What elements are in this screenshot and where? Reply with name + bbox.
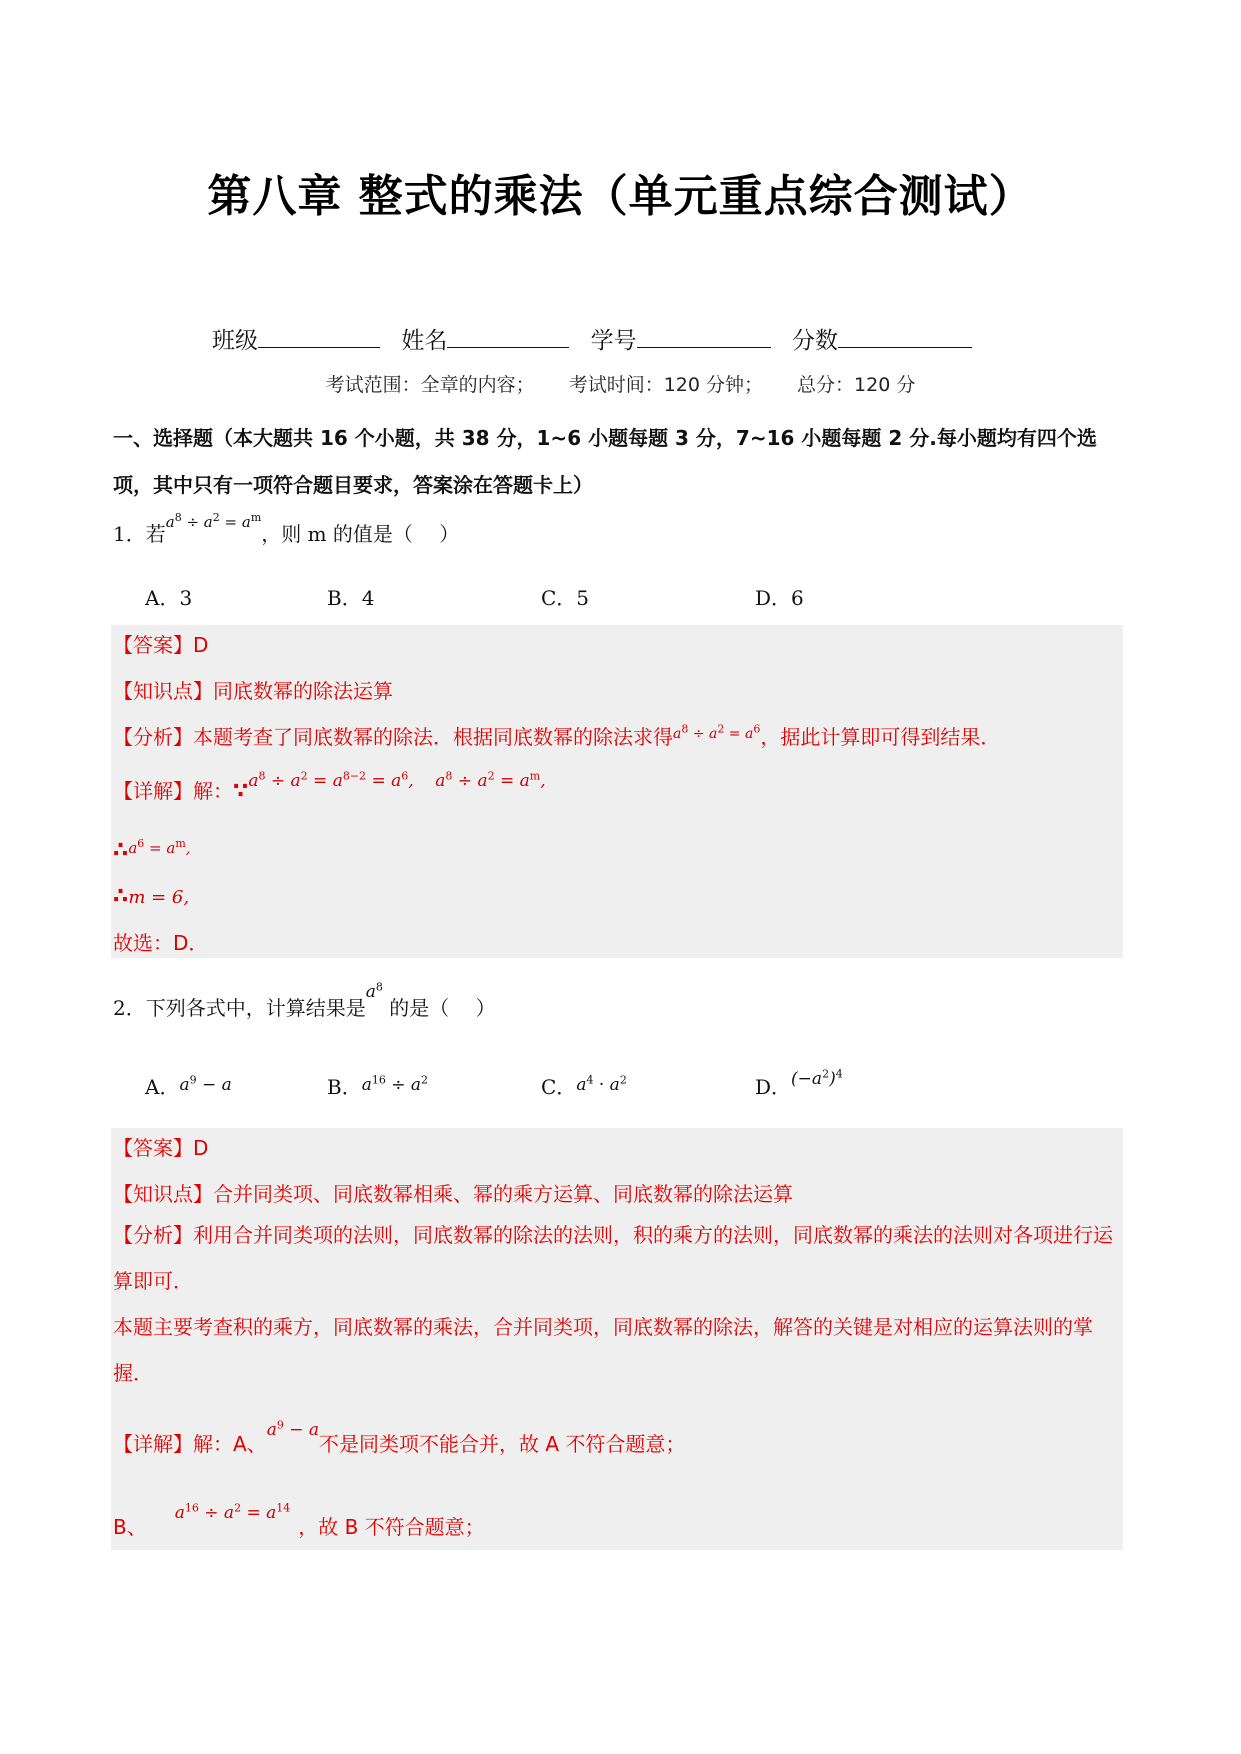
q2-suffix: 的是（ ） (389, 996, 496, 1020)
page-title: 第八章 整式的乘法（单元重点综合测试） (207, 171, 1034, 222)
score-blank[interactable] (838, 327, 972, 348)
q1-knowledge: 【知识点】同底数幂的除法运算 (113, 679, 393, 703)
q2-answer: 【答案】D (113, 1136, 209, 1160)
q2-detail-b: B、$^{a^{16} \div a^2 = a^{14}}$，故 B 不符合题意； (113, 1501, 485, 1539)
q2-summary: 本题主要考查积的乘方，同底数幂的乘法，合并同类项，同底数幂的除法，解答的关键是对相应的运算法则的掌握． (113, 1315, 1093, 1385)
id-label: 学号 (590, 328, 637, 354)
q1-analysis-math: a8 ÷ a2 = a6 (673, 722, 761, 742)
q2-target: a8 (365, 980, 383, 1002)
q1-suffix: ，则 m 的值是（ ） (261, 522, 460, 546)
question-2 (113, 980, 496, 1021)
name-blank[interactable] (447, 327, 569, 348)
class-blank[interactable] (258, 327, 380, 348)
q2-detail-a: 【详解】解：A、$^{a^9 - a}$不是同类项不能合并，故 A 不符合题意； (113, 1418, 686, 1456)
q1-step-1: ∴$^{a^6 = a^m,}$ (113, 837, 191, 863)
q1-answer: 【答案】D (113, 633, 209, 657)
name-label: 姓名 (401, 328, 448, 354)
q2-prefix: 2．下列各式中，计算结果是 (113, 996, 366, 1020)
question-1 (113, 511, 460, 547)
q1-prefix: 1．若 (113, 522, 166, 546)
q1-detail-math: a8 ÷ a2 = a8−2 = a6, a8 ÷ a2 = am, (248, 769, 546, 791)
student-info-line (212, 322, 986, 355)
q2-option-d[interactable]: D．$^{(-a^2)^4}$ (755, 1067, 843, 1099)
q1-option-c[interactable]: C．5 (541, 586, 590, 610)
exam-range: 考试范围：全章的内容； (325, 374, 535, 396)
q1-option-a[interactable]: A．3 (145, 586, 193, 610)
exam-scope (0, 370, 1241, 397)
q2-answer-box (111, 1128, 1123, 1550)
q2-option-a[interactable]: A．$^{a^9 - a}$ (145, 1073, 232, 1099)
q1-detail: 【详解】解：∵$^{a^8 \div a^2 = a^{8-2} = a^6, a^8 \div a^2 = a^m,}$ (113, 769, 546, 804)
q1-analysis: 【分析】本题考查了同底数幂的除法．根据同底数幂的除法求得$^{a^8 \div a^2 = a^6}$，据此计算即可得到结果． (113, 722, 1001, 749)
class-label: 班级 (212, 328, 258, 354)
q1-option-b[interactable]: B．4 (327, 586, 375, 610)
exam-time: 考试时间：120 分钟； (568, 374, 763, 396)
q2-option-b[interactable]: B．$^{a^{16} \div a^2}$ (327, 1073, 429, 1099)
q1-equation: a8 ÷ a2 = am (165, 511, 262, 531)
score-label: 分数 (791, 328, 838, 354)
q2-analysis: 【分析】利用合并同类项的法则，同底数幂的除法的法则，积的乘方的法则，同底数幂的乘法的法则对各项进行运算即可． (113, 1223, 1113, 1293)
q2-knowledge: 【知识点】合并同类项、同底数幂相乘、幂的乘方运算、同底数幂的除法运算 (113, 1182, 793, 1206)
q1-step-2: ∴m = 6, (113, 884, 190, 909)
q2-option-c[interactable]: C．$^{a^4 \cdot a^2}$ (541, 1073, 627, 1099)
q1-answer-box (111, 625, 1123, 958)
q1-option-d[interactable]: D．6 (755, 586, 804, 610)
id-blank[interactable] (637, 327, 771, 348)
exam-total: 总分：120 分 (797, 374, 916, 396)
section-heading: 一、选择题（本大题共 16 个小题，共 38 分，1~6 小题每题 3 分，7~16 小题每题 2 分.每小题均有四个选项，其中只有一项符合题目要求，答案涂在答题卡上） (113, 426, 1097, 497)
q1-conclusion: 故选：D． (113, 931, 209, 955)
